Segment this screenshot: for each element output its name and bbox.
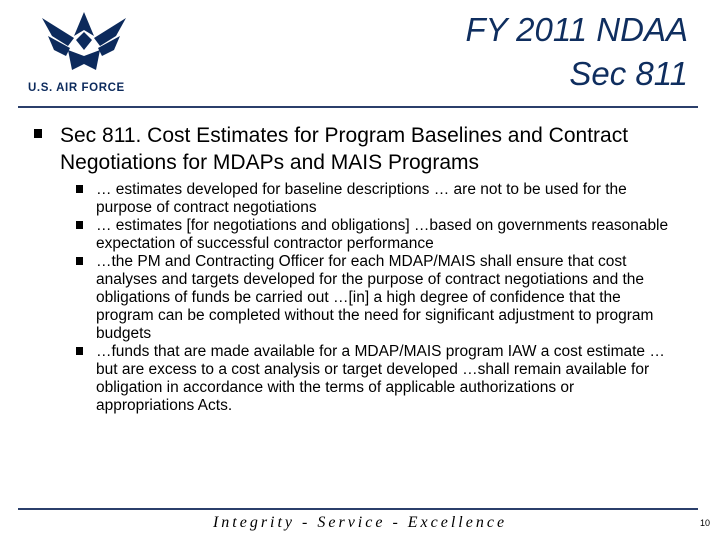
list-item — [76, 253, 676, 343]
footer-motto: Integrity - Service - Excellence — [212, 514, 508, 531]
list-item — [76, 343, 676, 415]
bullet-square-icon — [76, 347, 83, 355]
air-force-wings-icon — [38, 6, 130, 78]
air-force-logo — [24, 6, 144, 96]
title-line-1: FY 2011 NDAA — [465, 11, 688, 48]
footer-divider — [18, 508, 698, 510]
list-item — [76, 181, 676, 217]
bullet-square-icon — [34, 129, 42, 138]
list-item-text: … estimates [for negotiations and obligations] …based on governments reasonable expectation of successful contractor performance — [96, 217, 669, 252]
logo-text: U.S. AIR FORCE — [28, 82, 125, 94]
list-item-text: …the PM and Contracting Officer for each MDAP/MAIS shall ensure that cost analyses and targets developed for the purpose of contract negotiations and the obligations of funds be carried out …[in] a high degree of confidence that the program can be completed without the need for significant adjustment to program budgets — [96, 253, 654, 342]
bullet-square-icon — [76, 221, 83, 229]
header-divider — [18, 106, 698, 108]
list-item-text: …funds that are made available for a MDAP/MAIS program IAW a cost estimate …but are excess to a cost analysis or target developed …shall remain available for obligation in accordance with the terms of applicable authorizations or appropriations Acts. — [96, 343, 665, 414]
list-item-text: … estimates developed for baseline descriptions … are not to be used for the purpose of contract negotiations — [96, 181, 627, 216]
bullet-square-icon — [76, 257, 83, 265]
slide-title — [465, 8, 688, 96]
title-line-2: Sec 811 — [569, 55, 688, 92]
main-bullet-text: Sec 811. Cost Estimates for Program Baselines and Contract Negotiations for MDAPs and MAIS Programs — [60, 124, 629, 174]
list-item — [76, 217, 676, 253]
bullet-square-icon — [76, 185, 83, 193]
page-number: 10 — [699, 518, 710, 528]
sub-bullet-list — [76, 181, 676, 415]
